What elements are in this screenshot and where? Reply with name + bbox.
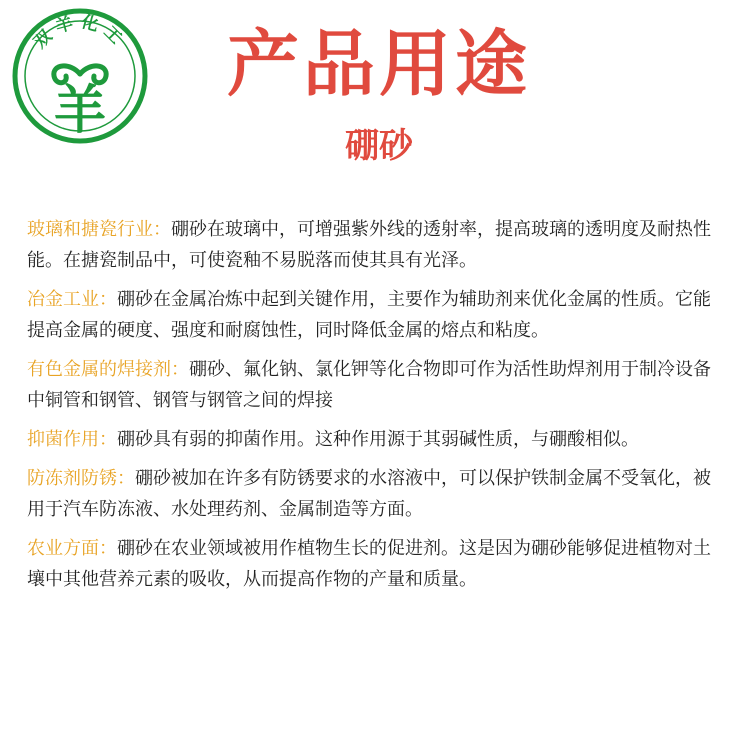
usage-label: 玻璃和搪瓷行业：	[27, 219, 171, 240]
product-name: 硼砂	[345, 126, 413, 166]
usage-list	[27, 214, 717, 603]
usage-label: 农业方面：	[27, 538, 117, 559]
usage-item-welding	[27, 354, 717, 416]
usage-item-metallurgy	[27, 284, 717, 346]
usage-item-antibacterial	[27, 424, 717, 455]
usage-text: 硼砂在金属冶炼中起到关键作用，主要作为辅助剂来优化金属的性质。它能提高金属的硬度、强度和耐腐蚀性，同时降低金属的熔点和粘度。	[27, 289, 711, 341]
usage-text: 硼砂被加在许多有防锈要求的水溶液中，可以保护铁制金属不受氧化，被用于汽车防冻液、水处理药剂、金属制造等方面。	[27, 468, 711, 520]
usage-text: 硼砂在玻璃中，可增强紫外线的透射率，提高玻璃的透明度及耐热性能。在搪瓷制品中，可使瓷釉不易脱落而使其具有光泽。	[27, 219, 711, 271]
usage-label: 抑菌作用：	[27, 429, 117, 450]
usage-item-agriculture	[27, 533, 717, 595]
usage-text: 硼砂具有弱的抑菌作用。这种作用源于其弱碱性质，与硼酸相似。	[117, 429, 639, 450]
usage-text: 硼砂、氟化钠、氯化钾等化合物即可作为活性助焊剂用于制冷设备中铜管和钢管、钢管与钢管之间的焊接	[27, 359, 711, 411]
usage-item-glass	[27, 214, 717, 276]
logo-arc-text: 双羊化工	[30, 12, 130, 53]
usage-text: 硼砂在农业领域被用作植物生长的促进剂。这是因为硼砂能够促进植物对土壤中其他营养元素的吸收，从而提高作物的产量和质量。	[27, 538, 711, 590]
usage-label: 冶金工业：	[27, 289, 117, 310]
logo-glyph: 羊	[53, 81, 107, 141]
usage-label: 防冻剂防锈：	[27, 468, 135, 489]
page-title: 产品用途	[226, 22, 531, 106]
usage-item-antifreeze	[27, 463, 717, 525]
usage-label: 有色金属的焊接剂：	[27, 359, 189, 380]
